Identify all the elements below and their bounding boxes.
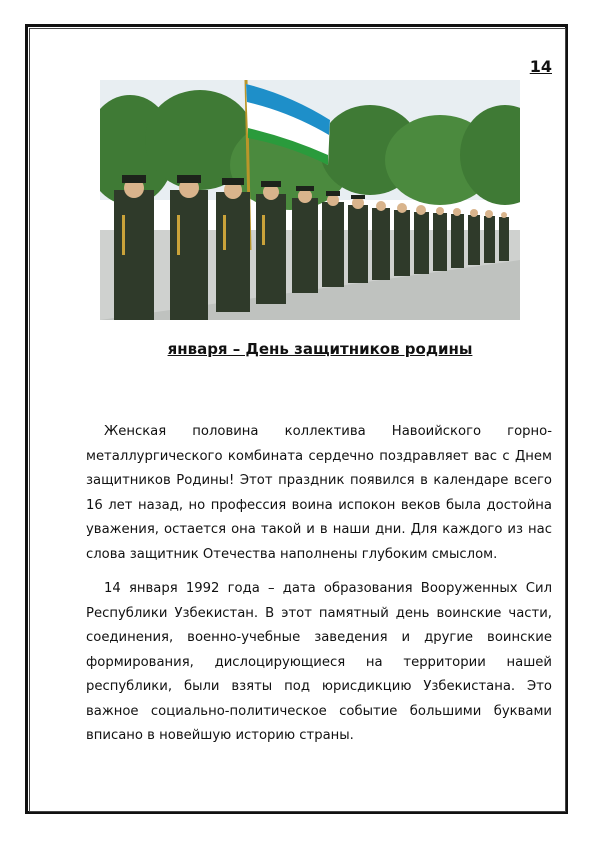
paragraph: 14 января 1992 года – дата образования Вооруженных Сил Республики Узбекистан. В этот памятный день воинские части, соединения, военно-учебные заведения и другие воинские формирования, дислоцирующиеся на территории нашей республики, были взяты под юрисдикцию Узбекистана. Это важное социально-политическое событие большими буквами вписано в новейшую историю страны.: [86, 581, 552, 743]
soldiers-parade-photo: [100, 80, 520, 320]
paragraph: Женская половина коллектива Навоийского горно-металлургического комбината сердечно поздравляет вас с Днем защитников Родины! Этот праздник появился в календаре всего 16 лет назад, но профессия воина испокон веков была достойна уважения, остается она такой и в наши дни. Для каждого из нас слова защитник Отечества наполнены глубоким смыслом.: [86, 424, 552, 562]
page-number: 14: [529, 57, 552, 76]
article-heading: января – День защитников родины: [167, 340, 473, 358]
article-body: [86, 420, 552, 759]
